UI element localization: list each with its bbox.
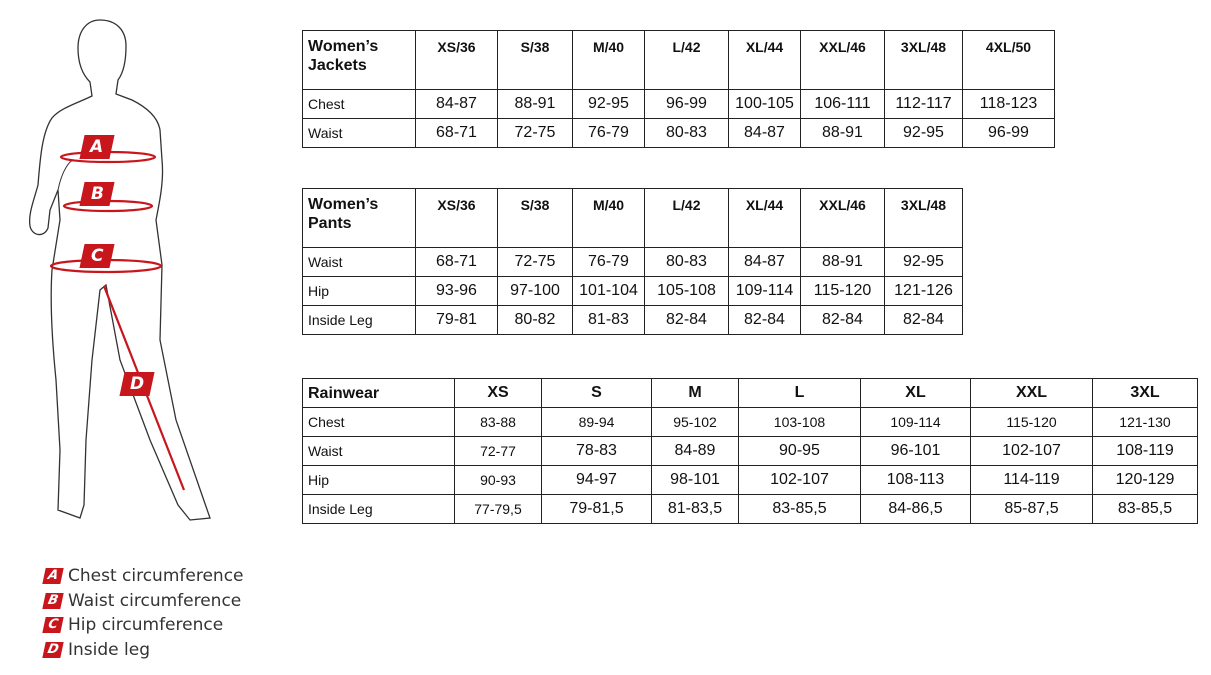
table-cell: 68-71: [416, 119, 498, 148]
table-cell: 93-96: [416, 277, 498, 306]
table-cell: 82-84: [645, 306, 729, 335]
size-header: XXL/46: [801, 189, 885, 248]
table-cell: 112-117: [885, 90, 963, 119]
table-cell: 88-91: [801, 248, 885, 277]
row-label: Inside Leg: [303, 306, 416, 335]
table-cell: 79-81,5: [542, 495, 652, 524]
table-row: [303, 495, 1198, 524]
size-header: 3XL/48: [885, 189, 963, 248]
table-cell: 76-79: [573, 248, 645, 277]
table-cell: 84-89: [652, 437, 739, 466]
table-cell: 92-95: [885, 248, 963, 277]
table-cell: 79-81: [416, 306, 498, 335]
legend-letter-tag: A: [42, 568, 63, 584]
womens-pants-table: [302, 188, 963, 335]
legend-item-inside-leg: [44, 638, 244, 663]
size-header: XL: [861, 379, 971, 408]
row-label: Hip: [303, 277, 416, 306]
table-cell: 82-84: [729, 306, 801, 335]
size-header: XS/36: [416, 189, 498, 248]
table-cell: 121-126: [885, 277, 963, 306]
table-cell: 100-105: [729, 90, 801, 119]
size-header: L: [739, 379, 861, 408]
table-cell: 81-83,5: [652, 495, 739, 524]
marker-d-tag: D: [119, 372, 154, 396]
size-header: 3XL: [1093, 379, 1198, 408]
table-cell: 96-99: [645, 90, 729, 119]
table-cell: 108-119: [1093, 437, 1198, 466]
legend-letter-tag: B: [42, 593, 63, 609]
table-cell: 80-82: [498, 306, 573, 335]
table-cell: 96-101: [861, 437, 971, 466]
table-cell: 109-114: [861, 408, 971, 437]
size-header: XL/44: [729, 189, 801, 248]
size-header: S: [542, 379, 652, 408]
table-cell: 96-99: [963, 119, 1055, 148]
table-title: Women’s Jackets: [303, 31, 416, 90]
table-cell: 106-111: [801, 90, 885, 119]
table-title: Rainwear: [303, 379, 455, 408]
table-cell: 108-113: [861, 466, 971, 495]
table-row: [303, 437, 1198, 466]
legend-label: Inside leg: [68, 639, 150, 660]
table-cell: 105-108: [645, 277, 729, 306]
size-header: XL/44: [729, 31, 801, 90]
size-header: M/40: [573, 189, 645, 248]
table-cell: 84-86,5: [861, 495, 971, 524]
legend-label: Hip circumference: [68, 615, 224, 636]
table-header-row: [303, 189, 963, 248]
table-cell: 90-93: [455, 466, 542, 495]
size-header: S/38: [498, 189, 573, 248]
legend-item-waist: [44, 589, 244, 614]
table-cell: 121-130: [1093, 408, 1198, 437]
table-cell: 80-83: [645, 248, 729, 277]
row-label: Waist: [303, 248, 416, 277]
legend-letter-tag: C: [42, 617, 63, 633]
table-header-row: [303, 379, 1198, 408]
marker-c-tag: C: [79, 244, 114, 268]
table-cell: 81-83: [573, 306, 645, 335]
table-cell: 103-108: [739, 408, 861, 437]
size-header: M/40: [573, 31, 645, 90]
marker-b-tag: B: [79, 182, 114, 206]
womens-jackets-table: [302, 30, 1055, 148]
table-cell: 115-120: [971, 408, 1093, 437]
table-cell: 102-107: [971, 437, 1093, 466]
silhouette-illustration: [0, 0, 300, 560]
table-cell: 72-75: [498, 119, 573, 148]
legend-label: Waist circumference: [68, 590, 242, 611]
table-cell: 97-100: [498, 277, 573, 306]
table-cell: 84-87: [729, 119, 801, 148]
marker-a-tag: A: [79, 135, 114, 159]
table-cell: 92-95: [885, 119, 963, 148]
size-header: XXL/46: [801, 31, 885, 90]
table-cell: 90-95: [739, 437, 861, 466]
size-header: 4XL/50: [963, 31, 1055, 90]
rainwear-table: [302, 378, 1198, 524]
table-row: [303, 248, 963, 277]
row-label: Inside Leg: [303, 495, 455, 524]
table-row: [303, 408, 1198, 437]
table-cell: 83-85,5: [1093, 495, 1198, 524]
legend-item-hip: [44, 613, 244, 638]
row-label: Waist: [303, 119, 416, 148]
row-label: Chest: [303, 408, 455, 437]
table-cell: 84-87: [729, 248, 801, 277]
table-cell: 85-87,5: [971, 495, 1093, 524]
size-header: S/38: [498, 31, 573, 90]
table-cell: 98-101: [652, 466, 739, 495]
legend-item-chest: [44, 564, 244, 589]
table-cell: 95-102: [652, 408, 739, 437]
table-cell: 80-83: [645, 119, 729, 148]
legend-letter-tag: D: [42, 642, 63, 658]
size-header: XS: [455, 379, 542, 408]
row-label: Hip: [303, 466, 455, 495]
table-cell: 68-71: [416, 248, 498, 277]
size-header: 3XL/48: [885, 31, 963, 90]
table-row: [303, 119, 1055, 148]
table-cell: 83-88: [455, 408, 542, 437]
table-cell: 92-95: [573, 90, 645, 119]
table-cell: 78-83: [542, 437, 652, 466]
row-label: Waist: [303, 437, 455, 466]
table-cell: 88-91: [801, 119, 885, 148]
table-row: [303, 277, 963, 306]
size-header: M: [652, 379, 739, 408]
table-header-row: [303, 31, 1055, 90]
table-row: [303, 466, 1198, 495]
table-cell: 77-79,5: [455, 495, 542, 524]
table-cell: 72-75: [498, 248, 573, 277]
table-cell: 118-123: [963, 90, 1055, 119]
size-header: XS/36: [416, 31, 498, 90]
table-cell: 114-119: [971, 466, 1093, 495]
table-cell: 94-97: [542, 466, 652, 495]
table-row: [303, 90, 1055, 119]
row-label: Chest: [303, 90, 416, 119]
size-header: L/42: [645, 189, 729, 248]
table-cell: 120-129: [1093, 466, 1198, 495]
table-cell: 76-79: [573, 119, 645, 148]
size-header: L/42: [645, 31, 729, 90]
table-cell: 82-84: [885, 306, 963, 335]
table-cell: 83-85,5: [739, 495, 861, 524]
table-cell: 72-77: [455, 437, 542, 466]
legend-label: Chest circumference: [68, 566, 244, 587]
table-cell: 88-91: [498, 90, 573, 119]
table-cell: 102-107: [739, 466, 861, 495]
size-header: XXL: [971, 379, 1093, 408]
table-row: [303, 306, 963, 335]
table-cell: 82-84: [801, 306, 885, 335]
table-cell: 101-104: [573, 277, 645, 306]
table-cell: 109-114: [729, 277, 801, 306]
table-title: Women’s Pants: [303, 189, 416, 248]
body-measurement-figure: [0, 0, 300, 560]
measurement-legend: [44, 564, 244, 662]
table-cell: 84-87: [416, 90, 498, 119]
table-cell: 89-94: [542, 408, 652, 437]
table-cell: 115-120: [801, 277, 885, 306]
